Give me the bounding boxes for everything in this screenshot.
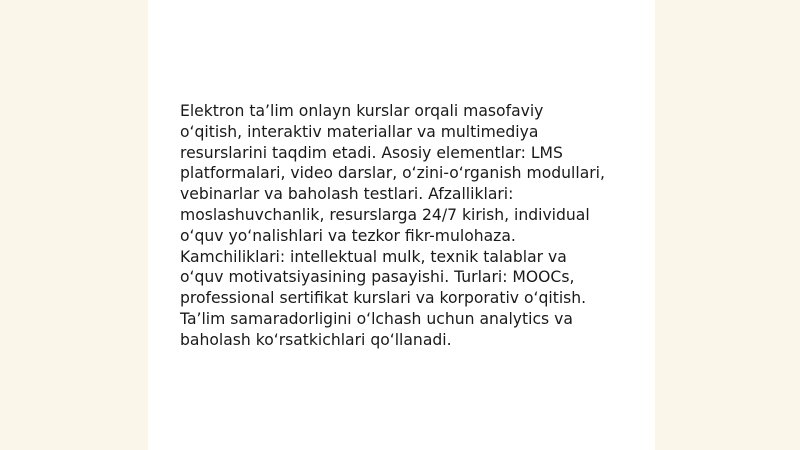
text-line: o‘quv yo‘nalishlari va tezkor fikr-mulohaza. xyxy=(180,226,516,245)
text-line: o‘qitish, interaktiv materiallar va multimediya xyxy=(180,122,539,141)
document-page xyxy=(148,0,655,450)
left-margin xyxy=(0,0,148,450)
text-line: platformalari, video darslar, o‘zini-o‘rganish modullari, xyxy=(180,164,605,183)
text-line: Ta’lim samaradorligini o‘lchash uchun analytics va xyxy=(180,309,573,328)
text-line: professional sertifikat kurslari va korporativ o‘qitish. xyxy=(180,289,587,308)
right-margin xyxy=(655,0,800,450)
text-line: baholash ko‘rsatkichlari qo‘llanadi. xyxy=(180,330,452,349)
body-paragraph xyxy=(180,101,620,351)
text-line: Elektron ta’lim onlayn kurslar orqali masofaviy xyxy=(180,102,544,120)
text-line: o‘quv motivatsiyasining pasayishi. Turlari: MOOCs, xyxy=(180,268,575,287)
text-line: Kamchiliklari: intellektual mulk, texnik talablar va xyxy=(180,247,567,266)
text-line: resurslarini taqdim etadi. Asosiy elementlar: LMS xyxy=(180,143,563,162)
text-line: vebinarlar va baholash testlari. Afzalliklari: xyxy=(180,185,514,204)
text-line: moslashuvchanlik, resurslarga 24/7 kirish, individual xyxy=(180,205,590,224)
